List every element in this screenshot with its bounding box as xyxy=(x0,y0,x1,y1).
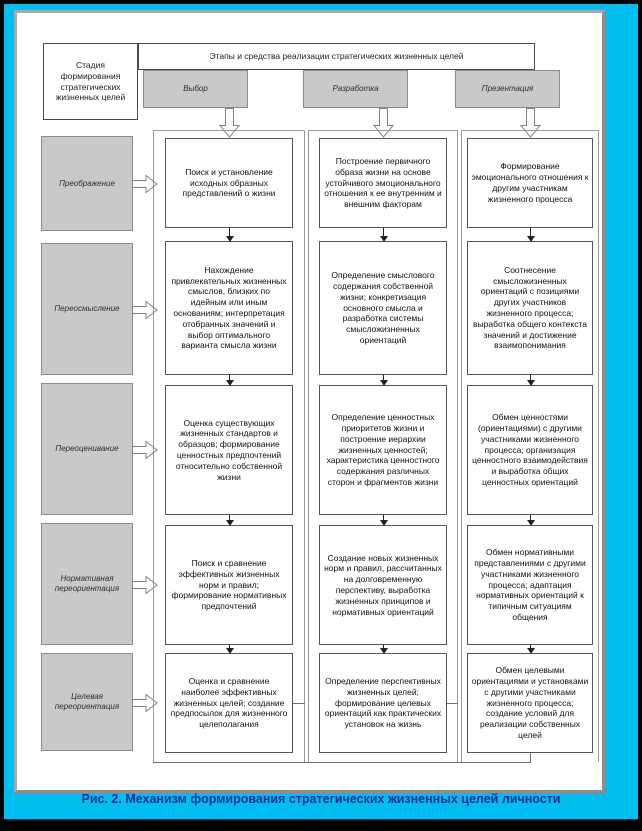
cell-text: Построение первичного образа жизни на основе устойчивого эмоционального отношения к ее внутренним и внешним факторам xyxy=(324,156,442,210)
cell-text: Создание новых жизненных норм и правил, рассчитанных на долговременную перспективу, выработка жизненных принципов и нормативных ориентаций xyxy=(324,552,442,617)
phase-label: Выбор xyxy=(183,84,208,93)
stage-header-box xyxy=(43,43,138,120)
phase-box-razrabotka xyxy=(303,70,408,108)
figure-background xyxy=(4,4,638,819)
flow-arrow-icon xyxy=(383,515,384,521)
cell-text: Обмен ценностями (ориентациями) с другими участниками жизненного процесса; организация ценностного взаимодействия и выработка общих ценностных ориентаций xyxy=(472,412,588,487)
grid-cell xyxy=(165,653,293,753)
cell-text: Нахождение привлекательных жизненных смыслов, близких по идейным или иным основаниям; интерпретация отобранных значений и выбор оптимального варианта смысла жизни xyxy=(171,264,287,351)
stage-label: Переосмысление xyxy=(54,304,120,313)
grid-cell xyxy=(319,241,447,375)
flow-arrow-icon xyxy=(383,228,384,237)
stage-label: Целевая переориентация xyxy=(54,692,120,711)
cell-text: Определение перспективных жизненных целей; формирование целевых ориентаций как практических установок на жизнь xyxy=(324,676,442,730)
grid-cell xyxy=(467,525,593,645)
cell-text: Поиск и сравнение эффективных жизненных норм и правил; формирование нормативных предпочтений xyxy=(171,558,287,612)
stage-box-normativnaya xyxy=(41,523,133,645)
cell-text: Оценка и сравнение наиболее эффективных жизненных целей; создание предпосылок для жизненного целеполагания xyxy=(170,676,288,730)
stage-header-label: Стадия формирования стратегических жизненных целей xyxy=(55,59,126,103)
flow-arrow-icon xyxy=(530,645,531,649)
flow-arrow-icon xyxy=(383,645,384,649)
cell-text: Определение смыслового содержания собственной жизни; конкретизация основного смысла и разработка системы смысложизненных ориентаций xyxy=(331,270,435,345)
feedback-line xyxy=(153,762,531,763)
grid-cell xyxy=(165,385,293,515)
flow-arrow-icon xyxy=(229,228,230,237)
etaps-header-label: Этапы и средства реализации стратегических жизненных целей xyxy=(209,51,464,62)
grid-cell xyxy=(319,138,447,228)
grid-cell xyxy=(165,138,293,228)
diagram-panel xyxy=(14,10,605,793)
stage-box-celevaya xyxy=(41,653,133,751)
flow-arrow-icon xyxy=(530,228,531,237)
phase-label: Презентация xyxy=(481,84,534,93)
grid-cell xyxy=(467,385,593,515)
stage-box-pereosmyslenie xyxy=(41,243,133,375)
grid-cell xyxy=(467,241,593,375)
figure-caption: Рис. 2. Механизм формирования стратегических жизненных целей личности xyxy=(81,792,561,806)
stage-label: Преображение xyxy=(59,178,115,188)
phase-box-vybor xyxy=(143,70,248,108)
grid-cell xyxy=(319,385,447,515)
cell-text: Формирование эмоционального отношения к другим участникам жизненного процесса xyxy=(471,161,589,204)
connector-stub xyxy=(530,753,531,762)
flow-arrow-icon xyxy=(229,375,230,381)
grid-cell xyxy=(165,241,293,375)
cell-text: Соотнесение смысложизненных ориентаций с позициями других участников жизненного процесса; выработка общего контекста значений и достижение взаимопонимания xyxy=(473,264,587,351)
cell-text: Оценка существующих жизненных стандартов и образцов; формирование ценностных предпочтений относительно собственной жизни xyxy=(175,417,283,482)
grid-cell xyxy=(467,653,593,753)
etaps-header-box xyxy=(138,43,535,70)
stage-box-pereocenivanie xyxy=(41,383,133,515)
grid-cell xyxy=(467,138,593,228)
phase-box-prezentacia xyxy=(455,70,560,108)
phase-label: Разработка xyxy=(332,84,379,93)
cell-text: Определение ценностных приоритетов жизни и построение иерархии жизненных ценностей; характеристика ценностного содержания различных сторон и фрагментов жизни xyxy=(326,412,440,487)
grid-cell xyxy=(319,525,447,645)
cell-text: Поиск и установление исходных образных представлений о жизни xyxy=(182,166,276,199)
cell-text: Обмен целевыми ориентациями и установками с другими участниками жизненного процесса; создание условий для реализации собственных целей xyxy=(471,665,589,740)
flow-arrow-icon xyxy=(229,645,230,649)
cell-text: Обмен нормативными представлениями с другими участниками жизненного процесса; адаптация нормативных ориентаций к типичным ситуациям общения xyxy=(474,547,586,622)
flow-arrow-icon xyxy=(383,375,384,381)
connector-stub xyxy=(447,703,458,704)
stage-label: Нормативная переориентация xyxy=(54,574,120,593)
grid-cell xyxy=(165,525,293,645)
stage-box-preobrazhenie xyxy=(41,136,133,231)
connector-stub xyxy=(293,703,305,704)
grid-cell xyxy=(319,653,447,753)
flow-arrow-icon xyxy=(229,515,230,521)
flow-arrow-icon xyxy=(530,515,531,521)
stage-label: Переоценивание xyxy=(55,444,119,453)
flow-arrow-icon xyxy=(530,375,531,381)
